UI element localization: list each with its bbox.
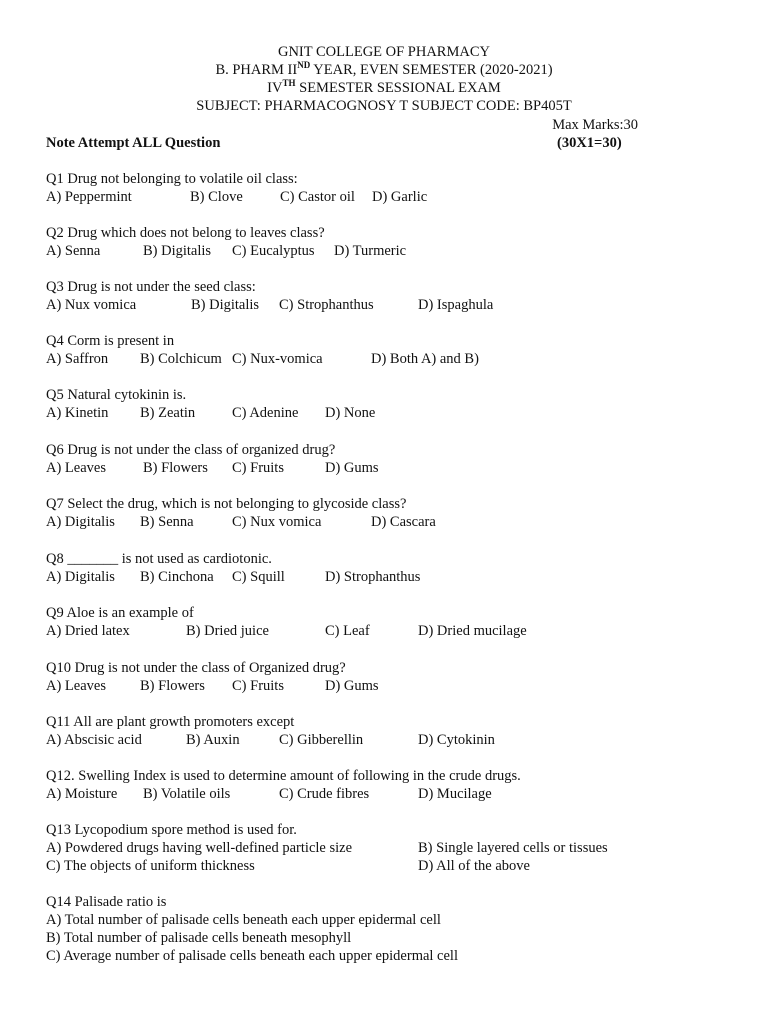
- options-row-10: [46, 677, 746, 695]
- option-a: A) Kinetin: [46, 405, 109, 421]
- question-2: Q2 Drug which does not belong to leaves class?: [46, 225, 325, 241]
- marks-formula: (30X1=30): [557, 135, 622, 151]
- option-b: B) Digitalis: [191, 297, 260, 313]
- option-b: B) Total number of palisade cells beneath mesophyll: [46, 930, 352, 946]
- option-d: D) Dried mucilage: [418, 623, 527, 639]
- question-11: Q11 All are plant growth promoters except: [46, 714, 295, 730]
- option-a: A) Dried latex: [46, 623, 130, 639]
- option-b: B) Volatile oils: [143, 786, 231, 802]
- question-1: Q1 Drug not belonging to volatile oil class:: [46, 171, 298, 187]
- question-8: Q8 _______ is not used as cardiotonic.: [46, 551, 272, 567]
- option-a: A) Digitalis: [46, 514, 115, 530]
- question-4: Q4 Corm is present in: [46, 333, 175, 349]
- exam-text-rest: SEMESTER SESSIONAL EXAM: [295, 80, 501, 96]
- options-row-13a: [46, 839, 746, 857]
- option-c: C) Nux vomica: [232, 514, 322, 530]
- option-c: C) Nux-vomica: [232, 351, 323, 367]
- option-c: C) Average number of palisade cells beneath each upper epidermal cell: [46, 948, 458, 964]
- option-a: A) Nux vomica: [46, 297, 137, 313]
- options-row-9: [46, 622, 746, 640]
- option-a: A) Saffron: [46, 351, 109, 367]
- option-b: B) Flowers: [140, 678, 205, 694]
- option-b: B) Flowers: [143, 460, 208, 476]
- program-line: [0, 61, 768, 79]
- option-b: B) Dried juice: [186, 623, 269, 639]
- options-row-7: [46, 513, 746, 531]
- exam-line: [0, 79, 768, 97]
- option-b: B) Clove: [190, 189, 243, 205]
- option-d: D) All of the above: [418, 858, 530, 874]
- option-d: D) Cytokinin: [418, 732, 495, 748]
- option-c: C) Eucalyptus: [232, 243, 315, 259]
- option-c: C) Crude fibres: [279, 786, 370, 802]
- program-text: B. PHARM II: [215, 62, 298, 78]
- option-a: A) Moisture: [46, 786, 118, 802]
- option-a: A) Total number of palisade cells beneath each upper epidermal cell: [46, 912, 441, 928]
- option-d: D) Strophanthus: [325, 569, 421, 585]
- option-b: B) Senna: [140, 514, 194, 530]
- option-a: A) Digitalis: [46, 569, 115, 585]
- option-c: C) Gibberellin: [279, 732, 364, 748]
- option-c: C) Strophanthus: [279, 297, 374, 313]
- exam-text: IV: [267, 80, 283, 96]
- option-b: B) Digitalis: [143, 243, 212, 259]
- option-a: A) Abscisic acid: [46, 732, 142, 748]
- question-9: Q9 Aloe is an example of: [46, 605, 194, 621]
- option-c: C) Castor oil: [280, 189, 355, 205]
- program-superscript: ND: [297, 60, 311, 70]
- option-d: D) Cascara: [371, 514, 436, 530]
- question-6: Q6 Drug is not under the class of organized drug?: [46, 442, 336, 458]
- program-text-rest: YEAR, EVEN SEMESTER (2020-2021): [310, 62, 553, 78]
- option-d: D) Gums: [325, 678, 379, 694]
- options-row-5: [46, 404, 746, 422]
- option-b: B) Colchicum: [140, 351, 222, 367]
- options-row-11: [46, 731, 746, 749]
- option-c: C) The objects of uniform thickness: [46, 858, 255, 874]
- question-7: Q7 Select the drug, which is not belonging to glycoside class?: [46, 496, 407, 512]
- option-b: B) Single layered cells or tissues: [418, 840, 608, 856]
- option-b: B) Cinchona: [140, 569, 214, 585]
- option-d: D) Mucilage: [418, 786, 492, 802]
- option-a: A) Powdered drugs having well-defined particle size: [46, 840, 353, 856]
- subject-line: SUBJECT: PHARMACOGNOSY T SUBJECT CODE: BP405T: [196, 98, 572, 114]
- options-row-3: [46, 296, 746, 314]
- option-d: D) Turmeric: [334, 243, 407, 259]
- option-b: B) Auxin: [186, 732, 240, 748]
- option-a: A) Leaves: [46, 460, 106, 476]
- option-c: C) Squill: [232, 569, 285, 585]
- question-10: Q10 Drug is not under the class of Organized drug?: [46, 660, 346, 676]
- options-row-8: [46, 568, 746, 586]
- option-b: B) Zeatin: [140, 405, 196, 421]
- question-13: Q13 Lycopodium spore method is used for.: [46, 822, 297, 838]
- option-d: D) Both A) and B): [371, 351, 479, 367]
- question-3: Q3 Drug is not under the seed class:: [46, 279, 256, 295]
- options-row-4: [46, 350, 746, 368]
- note-instruction: Note Attempt ALL Question: [46, 135, 221, 151]
- option-d: D) Ispaghula: [418, 297, 494, 313]
- options-row-1: [46, 188, 746, 206]
- option-a: A) Senna: [46, 243, 101, 259]
- option-d: D) None: [325, 405, 376, 421]
- options-row-13b: [46, 857, 746, 875]
- option-c: C) Fruits: [232, 678, 284, 694]
- college-name: GNIT COLLEGE OF PHARMACY: [277, 44, 490, 60]
- option-d: D) Garlic: [372, 189, 428, 205]
- options-row-12: [46, 785, 746, 803]
- option-a: A) Leaves: [46, 678, 106, 694]
- question-5: Q5 Natural cytokinin is.: [46, 387, 187, 403]
- question-12: Q12. Swelling Index is used to determine amount of following in the crude drugs.: [46, 768, 521, 784]
- option-d: D) Gums: [325, 460, 379, 476]
- option-a: A) Peppermint: [46, 189, 132, 205]
- option-c: C) Leaf: [325, 623, 370, 639]
- options-row-2: [46, 242, 746, 260]
- option-c: C) Fruits: [232, 460, 284, 476]
- exam-superscript: TH: [282, 78, 296, 88]
- max-marks: Max Marks:30: [552, 117, 638, 133]
- option-c: C) Adenine: [232, 405, 299, 421]
- options-row-6: [46, 459, 746, 477]
- question-14: Q14 Palisade ratio is: [46, 894, 167, 910]
